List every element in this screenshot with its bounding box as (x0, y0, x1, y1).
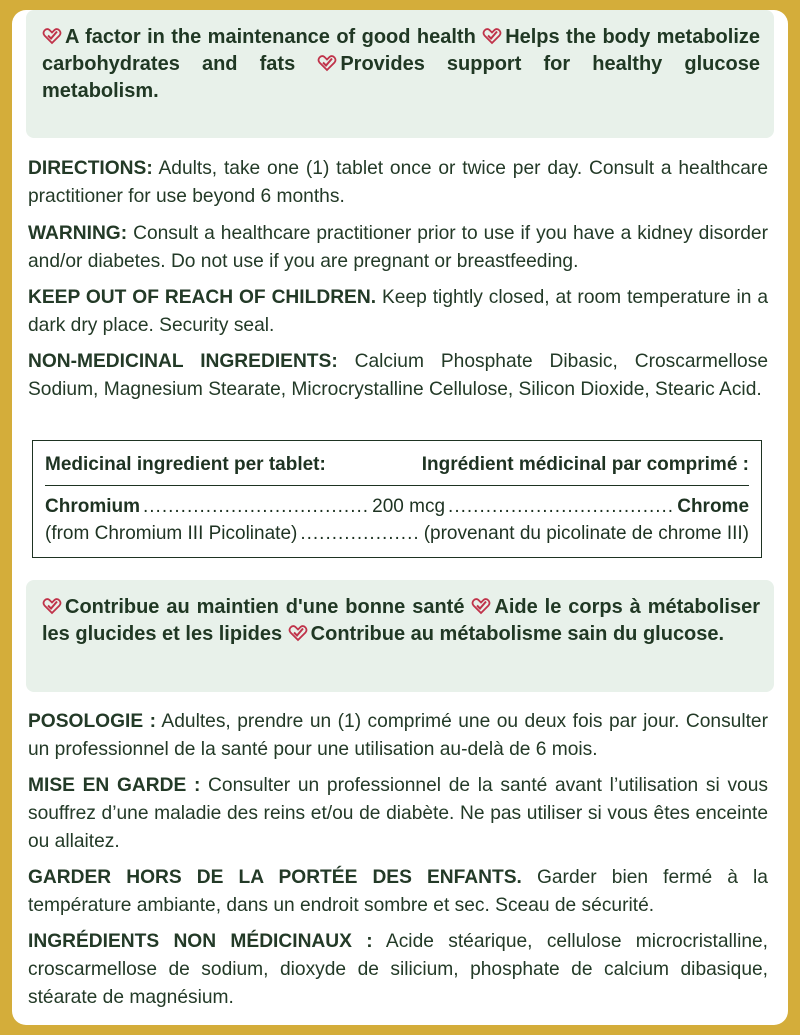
check-heart-icon (42, 596, 62, 616)
label-panel (12, 10, 788, 1025)
table-header (45, 451, 749, 479)
benefits-box-en (26, 10, 774, 138)
ingredient-source-en: (from Chromium III Picolinate) (45, 523, 298, 544)
leader-dots (300, 523, 420, 545)
check-heart-icon (482, 26, 502, 46)
leader-dots (448, 496, 674, 518)
warning-paragraph: WARNING: Consult a healthcare practitioner prior to use if you have a kidney disorder and/or diabetes. Do not use if you are pregnant or breastfeeding. (28, 223, 768, 272)
ingredient-amount: 200 mcg (372, 496, 446, 517)
benefit-fr-3: Contribue au métabolisme sain du glucose. (310, 623, 725, 645)
non-medicinal-paragraph: NON-MEDICINAL INGREDIENTS: Calcium Phosphate Dibasic, Croscarmellose Sodium, Magnesium Stearate, Microcrystalline Cellulose, Silicon Dioxide, Stearic Acid. (28, 351, 768, 400)
non-medicinaux-paragraph: INGRÉDIENTS NON MÉDICINAUX : Acide stéarique, cellulose microcristalline, croscarmellose de sodium, dioxyde de silicium, phosphate de calcium dibasique, stéarate de magnésium. (28, 931, 769, 1008)
check-heart-icon (317, 53, 337, 73)
table-row (45, 496, 749, 518)
posologie-paragraph: POSOLOGIE : Adultes, prendre un (1) comprimé une ou deux fois par jour. Consulter un professionnel de la santé pour une utilisation au-delà de 6 mois. (28, 711, 768, 760)
ingredient-source-fr: (provenant du picolinate de chrome III) (423, 523, 749, 544)
ingredient-name-fr: Chrome (677, 496, 750, 517)
garder-paragraph: GARDER HORS DE LA PORTÉE DES ENFANTS. Garder bien fermé à la température ambiante, dans un endroit sombre et sec. Sceau de sécurité. (28, 867, 768, 916)
keep-out-paragraph: KEEP OUT OF REACH OF CHILDREN. Keep tightly closed, at room temperature in a dark dry place. Security seal. (28, 287, 768, 336)
header-divider (45, 485, 749, 486)
benefit-en-2: Helps the body metabolize carbohydrates and fats (42, 26, 760, 75)
table-row (45, 523, 749, 545)
check-heart-icon (42, 26, 62, 46)
check-heart-icon (288, 623, 308, 643)
benefit-fr-2: Aide le corps à métaboliser les glucides et les lipides (42, 596, 760, 645)
header-fr: Ingrédient médicinal par comprimé : (421, 454, 749, 475)
header-en: Medicinal ingredient per tablet: (45, 454, 326, 475)
mise-en-garde-paragraph: MISE EN GARDE : Consulter un professionnel de la santé avant l’utilisation si vous souffrez d’une maladie des reins et/ou de diabète. Ne pas utiliser si vous êtes enceinte ou allaitez. (28, 775, 768, 852)
benefit-fr-1: Contribue au maintien d'une bonne santé (65, 596, 465, 618)
leader-dots (143, 496, 369, 518)
benefit-en-3: Provides support for healthy glucose metabolism. (42, 53, 760, 102)
benefit-en-1: A factor in the maintenance of good health (65, 26, 476, 48)
check-heart-icon (471, 596, 491, 616)
ingredient-name-en: Chromium (45, 496, 140, 517)
benefits-box-fr (26, 580, 774, 692)
medicinal-ingredient-table (32, 440, 762, 558)
directions-paragraph: DIRECTIONS: Adults, take one (1) tablet once or twice per day. Consult a healthcare practitioner for use beyond 6 months. (28, 158, 768, 207)
